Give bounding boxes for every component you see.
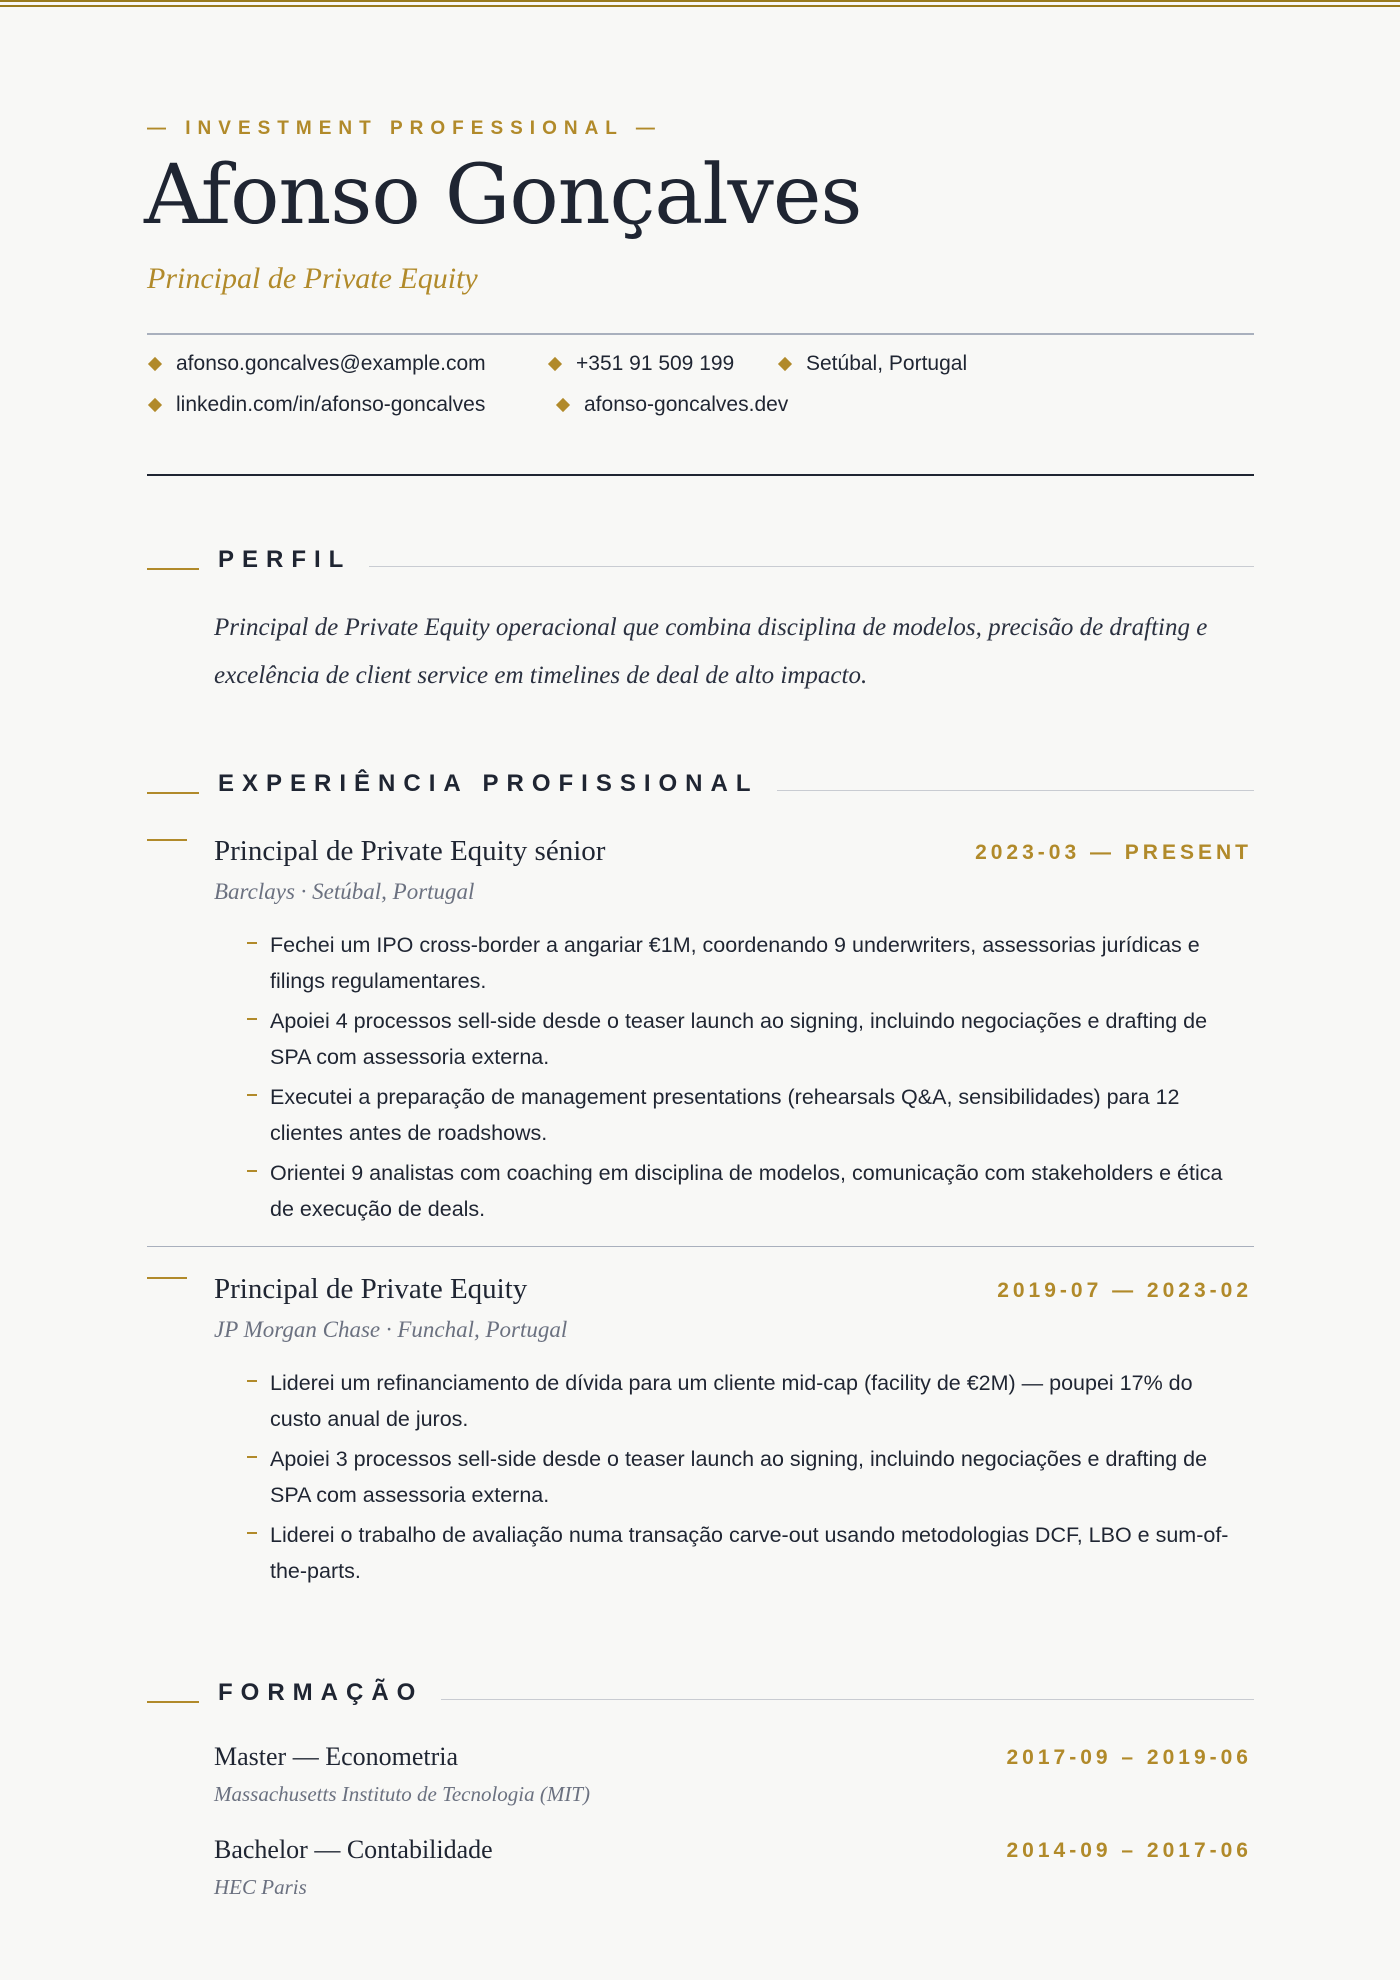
- profile-summary: Principal de Private Equity operacional que combina disciplina de modelos, precisão de drafting e excelência de client service em timelines de deal de alto impacto.: [214, 614, 1208, 689]
- contact-linkedin-text: linkedin.com/in/afonso-goncalves: [176, 393, 486, 416]
- job-bullets: [247, 927, 1247, 1231]
- candidate-name: Afonso Gonçalves: [144, 148, 862, 243]
- dash-bullet-icon: [247, 1018, 257, 1020]
- list-item: Fechei um IPO cross-border a angariar €1M, coordenando 9 underwriters, assessorias jurídicas e filings regulamentares.: [247, 927, 1247, 999]
- contact-phone-text: +351 91 509 199: [576, 352, 735, 375]
- degree-title: Bachelor — Contabilidade: [214, 1835, 493, 1864]
- contact-website[interactable]: [555, 393, 788, 417]
- job-organization: JP Morgan Chase · Funchal, Portugal: [214, 1317, 568, 1342]
- diamond-bullet-icon: [548, 357, 562, 371]
- dash-bullet-icon: [247, 1094, 257, 1096]
- job-dates: 2023-03 — PRESENT: [975, 841, 1252, 864]
- school-name: HEC Paris: [214, 1875, 307, 1899]
- job-organization: Barclays · Setúbal, Portugal: [214, 879, 475, 904]
- top-border: [0, 0, 1400, 7]
- experience-divider: [147, 1246, 1254, 1247]
- job-dates: 2019-07 — 2023-02: [997, 1279, 1252, 1302]
- diamond-bullet-icon: [148, 357, 162, 371]
- contact-phone[interactable]: [547, 352, 734, 376]
- entry-marker: [147, 1277, 187, 1279]
- candidate-role: Principal de Private Equity: [147, 262, 478, 295]
- contact-linkedin[interactable]: [147, 393, 485, 417]
- education-dates: 2014-09 – 2017-06: [1006, 1839, 1252, 1862]
- list-item: Executei a preparação de management presentations (rehearsals Q&A, sensibilidades) para 12 clientes antes de roadshows.: [247, 1079, 1247, 1151]
- list-item: Liderei um refinanciamento de dívida para um cliente mid-cap (facility de €2M) — poupei 17% do custo anual de juros.: [247, 1365, 1247, 1437]
- section-header-education: [147, 1679, 1254, 1709]
- contact-location: [777, 352, 967, 376]
- dash-bullet-icon: [247, 1170, 257, 1172]
- diamond-bullet-icon: [778, 357, 792, 371]
- education-dates: 2017-09 – 2019-06: [1006, 1746, 1252, 1769]
- list-item: Liderei o trabalho de avaliação numa transação carve-out usando metodologias DCF, LBO e sum-of-the-parts.: [247, 1517, 1247, 1589]
- header-kicker: — INVESTMENT PROFESSIONAL —: [147, 118, 662, 139]
- dash-bullet-icon: [247, 1456, 257, 1458]
- contacts-divider: [147, 474, 1254, 476]
- section-title-experience: EXPERIÊNCIA PROFISSIONAL: [218, 770, 777, 798]
- diamond-bullet-icon: [148, 398, 162, 412]
- contact-website-text: afonso-goncalves.dev: [584, 393, 789, 416]
- contact-location-text: Setúbal, Portugal: [806, 352, 968, 375]
- degree-title: Master — Econometria: [214, 1742, 459, 1771]
- list-item: Orientei 9 analistas com coaching em disciplina de modelos, comunicação com stakeholders e ética de execução de deals.: [247, 1155, 1247, 1227]
- job-title: Principal de Private Equity: [214, 1273, 528, 1305]
- contact-email[interactable]: [147, 352, 486, 376]
- diamond-bullet-icon: [556, 398, 570, 412]
- entry-marker: [147, 839, 187, 841]
- list-item: Apoiei 4 processos sell-side desde o teaser launch ao signing, incluindo negociações e drafting de SPA com assessoria externa.: [247, 1003, 1247, 1075]
- dash-bullet-icon: [247, 1380, 257, 1382]
- school-name: Massachusetts Instituto de Tecnologia (MIT): [214, 1782, 591, 1806]
- section-title-education: FORMAÇÃO: [218, 1679, 441, 1707]
- section-title-profile: PERFIL: [218, 546, 369, 574]
- header-divider: [147, 333, 1254, 335]
- dash-bullet-icon: [247, 1532, 257, 1534]
- job-bullets: [247, 1365, 1247, 1593]
- contact-email-text: afonso.goncalves@example.com: [176, 352, 486, 375]
- list-item: Apoiei 3 processos sell-side desde o teaser launch ao signing, incluindo negociações e drafting de SPA com assessoria externa.: [247, 1441, 1247, 1513]
- dash-bullet-icon: [247, 942, 257, 944]
- section-header-profile: [147, 546, 1254, 576]
- job-title: Principal de Private Equity sénior: [214, 835, 606, 867]
- section-header-experience: [147, 770, 1254, 800]
